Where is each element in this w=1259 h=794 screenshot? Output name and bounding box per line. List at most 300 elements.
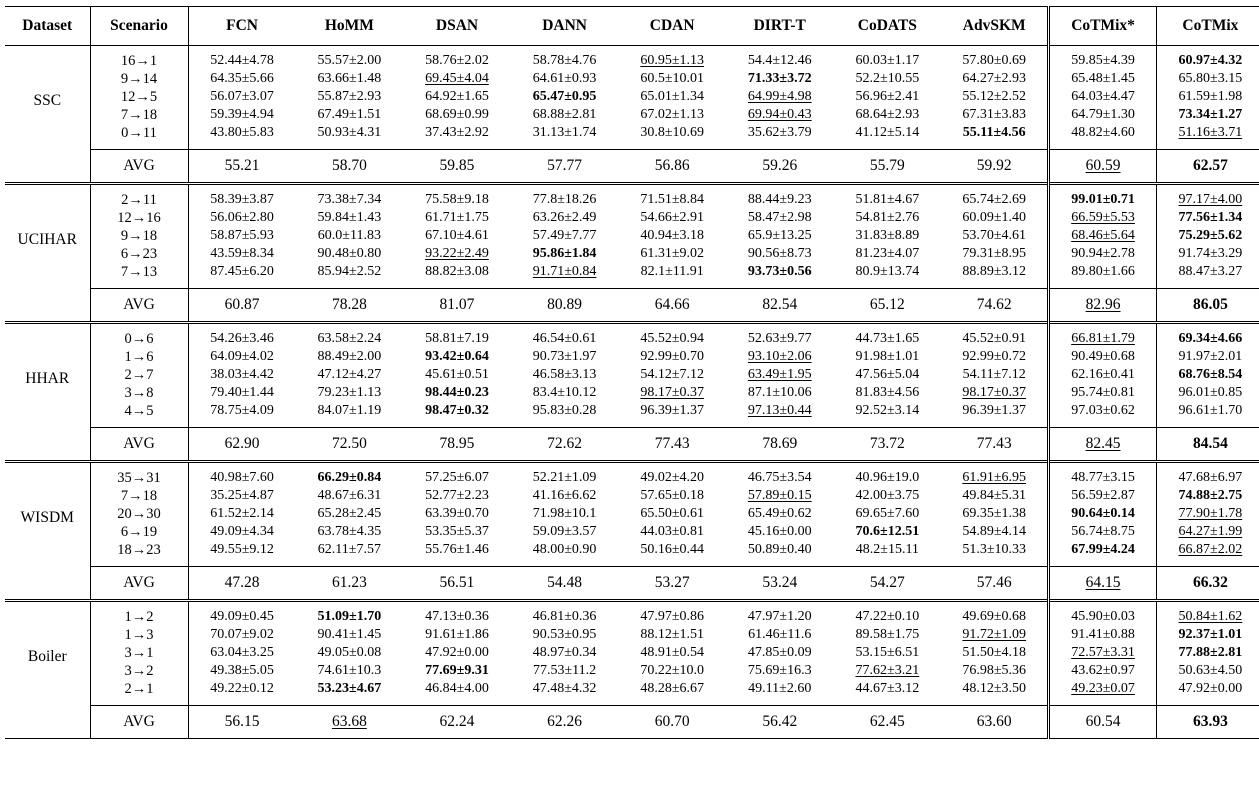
result-cell: 70.22±10.0 — [640, 663, 705, 678]
scenario-cell: 2→11 — [90, 184, 188, 210]
result-cell: 63.26±2.49 — [532, 210, 597, 225]
avg-cell: 59.26 — [726, 150, 834, 184]
avg-cell: 77.43 — [941, 428, 1049, 462]
avg-cell: 60.87 — [188, 289, 296, 323]
dataset-group — [5, 184, 1259, 323]
result-cell: 77.8±18.26 — [532, 192, 597, 207]
result-cell: 63.04±3.25 — [188, 644, 296, 662]
result-cell: 64.03±4.47 — [1049, 88, 1157, 106]
result-cell: 59.09±3.57 — [532, 524, 597, 539]
table-row — [5, 263, 1259, 289]
result-cell: 44.73±1.65 — [855, 331, 920, 346]
result-cell: 83.4±10.12 — [532, 385, 597, 400]
result-cell: 88.82±3.08 — [425, 264, 489, 279]
avg-cell: 60.70 — [618, 706, 726, 739]
table-row — [5, 245, 1259, 263]
result-cell: 43.59±8.34 — [188, 245, 296, 263]
result-cell: 95.86±1.84 — [532, 246, 597, 261]
result-cell: 61.71±1.75 — [425, 210, 489, 225]
result-cell: 95.83±0.28 — [532, 403, 597, 418]
result-cell: 58.78±4.76 — [532, 53, 597, 68]
scenario-cell: 0→6 — [90, 323, 188, 349]
result-cell: 58.39±3.87 — [188, 184, 296, 210]
avg-cell: 78.69 — [726, 428, 834, 462]
result-cell: 49.22±0.12 — [188, 680, 296, 706]
result-cell: 43.80±5.83 — [188, 124, 296, 150]
scenario-cell: 35→31 — [90, 462, 188, 488]
result-cell: 87.45±6.20 — [188, 263, 296, 289]
avg-cell: 56.15 — [188, 706, 296, 739]
table-row — [5, 227, 1259, 245]
result-cell: 44.03±0.81 — [640, 524, 705, 539]
result-cell: 48.2±15.11 — [855, 542, 919, 557]
avg-cell: 78.28 — [296, 289, 404, 323]
scenario-cell: 7→18 — [90, 487, 188, 505]
result-cell: 49.09±0.45 — [188, 601, 296, 627]
result-cell: 79.40±1.44 — [188, 384, 296, 402]
result-cell: 55.12±2.52 — [962, 89, 1027, 104]
result-cell: 66.87±2.02 — [1156, 541, 1259, 567]
result-cell: 46.75±3.54 — [747, 470, 812, 485]
header-fcn: FCN — [188, 7, 296, 46]
result-cell: 50.84±1.62 — [1156, 601, 1259, 627]
result-cell: 52.63±9.77 — [747, 331, 812, 346]
avg-label: AVG — [90, 428, 188, 462]
result-cell: 90.49±0.68 — [1049, 348, 1157, 366]
avg-cell: 73.72 — [834, 428, 942, 462]
avg-cell: 62.45 — [834, 706, 942, 739]
avg-cell: 64.15 — [1049, 567, 1157, 601]
result-cell: 47.48±4.32 — [532, 681, 597, 696]
result-cell: 56.74±8.75 — [1049, 523, 1157, 541]
result-cell: 77.69±9.31 — [425, 663, 489, 678]
scenario-cell: 6→19 — [90, 523, 188, 541]
header-cotmix-star: CoTMix* — [1049, 7, 1157, 46]
result-cell: 55.87±2.93 — [317, 89, 382, 104]
avg-row — [5, 706, 1259, 739]
result-cell: 88.49±2.00 — [317, 349, 382, 364]
result-cell: 47.97±0.86 — [640, 609, 705, 624]
result-cell: 75.69±16.3 — [747, 663, 812, 678]
result-cell: 64.35±5.66 — [188, 70, 296, 88]
result-cell: 77.56±1.34 — [1156, 209, 1259, 227]
table-row — [5, 644, 1259, 662]
result-cell: 50.63±4.50 — [1156, 662, 1259, 680]
result-cell: 80.9±13.74 — [855, 264, 920, 279]
result-cell: 77.90±1.78 — [1156, 505, 1259, 523]
result-cell: 90.53±0.95 — [532, 627, 597, 642]
result-cell: 38.03±4.42 — [188, 366, 296, 384]
result-cell: 64.27±1.99 — [1156, 523, 1259, 541]
avg-cell: 54.27 — [834, 567, 942, 601]
result-cell: 90.48±0.80 — [317, 246, 382, 261]
result-cell: 91.97±2.01 — [1156, 348, 1259, 366]
scenario-cell: 3→2 — [90, 662, 188, 680]
result-cell: 52.77±2.23 — [425, 488, 489, 503]
dataset-name: SSC — [33, 91, 62, 109]
result-cell: 59.39±4.94 — [188, 106, 296, 124]
result-cell: 47.97±1.20 — [747, 609, 812, 624]
avg-cell: 62.57 — [1156, 150, 1259, 184]
result-cell: 73.34±1.27 — [1156, 106, 1259, 124]
result-cell: 66.81±1.79 — [1049, 323, 1157, 349]
result-cell: 90.41±1.45 — [317, 627, 382, 642]
avg-row — [5, 428, 1259, 462]
result-cell: 47.12±4.27 — [317, 367, 382, 382]
scenario-cell: 12→16 — [90, 209, 188, 227]
result-cell: 92.37±1.01 — [1156, 626, 1259, 644]
avg-cell: 59.92 — [941, 150, 1049, 184]
result-cell: 64.92±1.65 — [425, 89, 489, 104]
result-cell: 37.43±2.92 — [425, 125, 489, 140]
table-row — [5, 487, 1259, 505]
result-cell: 30.8±10.69 — [640, 125, 705, 140]
result-cell: 82.1±11.91 — [640, 264, 704, 279]
header-dann: DANN — [511, 7, 619, 46]
avg-cell: 54.48 — [511, 567, 619, 601]
result-cell: 81.83±4.56 — [855, 385, 920, 400]
result-cell: 45.61±0.51 — [425, 367, 489, 382]
result-cell: 68.46±5.64 — [1049, 227, 1157, 245]
result-cell: 45.90±0.03 — [1049, 601, 1157, 627]
result-cell: 51.3±10.33 — [962, 542, 1027, 557]
scenario-cell: 0→11 — [90, 124, 188, 150]
result-cell: 87.1±10.06 — [747, 385, 812, 400]
result-cell: 74.61±10.3 — [317, 663, 382, 678]
avg-cell: 63.60 — [941, 706, 1049, 739]
avg-cell: 82.54 — [726, 289, 834, 323]
result-cell: 69.45±4.04 — [425, 71, 489, 86]
avg-spacer — [5, 150, 90, 184]
table-row — [5, 106, 1259, 124]
result-cell: 97.13±0.44 — [747, 403, 812, 418]
header-cotmix: CoTMix — [1156, 7, 1259, 46]
scenario-cell: 9→18 — [90, 227, 188, 245]
result-cell: 63.58±2.24 — [317, 331, 382, 346]
avg-cell: 60.54 — [1049, 706, 1157, 739]
result-cell: 79.23±1.13 — [317, 385, 382, 400]
result-cell: 60.5±10.01 — [640, 71, 705, 86]
result-cell: 58.81±7.19 — [425, 331, 489, 346]
result-cell: 49.09±4.34 — [188, 523, 296, 541]
result-cell: 58.87±5.93 — [188, 227, 296, 245]
result-cell: 61.46±11.6 — [748, 627, 812, 642]
result-cell: 54.4±12.46 — [747, 53, 812, 68]
result-cell: 49.11±2.60 — [748, 681, 812, 696]
result-cell: 53.70±4.61 — [962, 228, 1027, 243]
dataset-group — [5, 601, 1259, 739]
result-cell: 68.64±2.93 — [855, 107, 920, 122]
result-cell: 90.56±8.73 — [747, 246, 812, 261]
dataset-group — [5, 46, 1259, 184]
result-cell: 64.99±4.98 — [747, 89, 812, 104]
result-cell: 67.02±1.13 — [640, 107, 705, 122]
avg-spacer — [5, 706, 90, 739]
result-cell: 42.00±3.75 — [855, 488, 920, 503]
result-cell: 53.15±6.51 — [855, 645, 920, 660]
result-cell: 47.13±0.36 — [425, 609, 489, 624]
result-cell: 67.99±4.24 — [1049, 541, 1157, 567]
avg-cell: 63.93 — [1156, 706, 1259, 739]
avg-cell: 57.46 — [941, 567, 1049, 601]
header-codats: CoDATS — [834, 7, 942, 46]
result-cell: 54.12±7.12 — [640, 367, 705, 382]
scenario-cell: 2→7 — [90, 366, 188, 384]
table-row — [5, 46, 1259, 71]
result-cell: 93.42±0.64 — [425, 349, 489, 364]
results-table — [5, 6, 1259, 739]
result-cell: 92.99±0.72 — [962, 349, 1027, 364]
result-cell: 66.59±5.53 — [1049, 209, 1157, 227]
result-cell: 93.10±2.06 — [747, 349, 812, 364]
scenario-cell: 9→14 — [90, 70, 188, 88]
result-cell: 67.49±1.51 — [317, 107, 382, 122]
result-cell: 48.97±0.34 — [532, 645, 597, 660]
result-cell: 68.88±2.81 — [532, 107, 597, 122]
result-cell: 65.74±2.69 — [962, 192, 1027, 207]
result-cell: 88.44±9.23 — [747, 192, 812, 207]
result-cell: 66.29±0.84 — [317, 470, 382, 485]
result-cell: 92.99±0.70 — [640, 349, 705, 364]
avg-spacer — [5, 567, 90, 601]
result-cell: 72.57±3.31 — [1049, 644, 1157, 662]
avg-cell: 63.68 — [296, 706, 404, 739]
header-advskm: AdvSKM — [941, 7, 1049, 46]
result-cell: 77.53±11.2 — [532, 663, 597, 678]
result-cell: 95.74±0.81 — [1049, 384, 1157, 402]
result-cell: 48.77±3.15 — [1049, 462, 1157, 488]
dataset-group — [5, 462, 1259, 601]
result-cell: 67.10±4.61 — [425, 228, 489, 243]
result-cell: 60.09±1.40 — [962, 210, 1027, 225]
result-cell: 85.94±2.52 — [317, 264, 382, 279]
result-cell: 40.98±7.60 — [188, 462, 296, 488]
result-cell: 57.25±6.07 — [425, 470, 489, 485]
header-row — [5, 7, 1259, 46]
scenario-cell: 12→5 — [90, 88, 188, 106]
table-row — [5, 323, 1259, 349]
avg-cell: 61.23 — [296, 567, 404, 601]
result-cell: 54.26±3.46 — [188, 323, 296, 349]
avg-cell: 80.89 — [511, 289, 619, 323]
result-cell: 64.61±0.93 — [532, 71, 597, 86]
result-cell: 69.65±7.60 — [855, 506, 920, 521]
result-cell: 49.55±9.12 — [188, 541, 296, 567]
result-cell: 77.62±3.21 — [855, 663, 920, 678]
result-cell: 61.52±2.14 — [188, 505, 296, 523]
table-row — [5, 124, 1259, 150]
result-cell: 40.96±19.0 — [855, 470, 920, 485]
scenario-cell: 2→1 — [90, 680, 188, 706]
result-cell: 47.92±0.00 — [425, 645, 489, 660]
result-cell: 79.31±8.95 — [962, 246, 1027, 261]
avg-cell: 65.12 — [834, 289, 942, 323]
result-cell: 59.85±4.39 — [1049, 46, 1157, 71]
dataset-name: HHAR — [25, 369, 70, 387]
result-cell: 63.78±4.35 — [317, 524, 382, 539]
avg-cell: 78.95 — [403, 428, 511, 462]
table-row — [5, 626, 1259, 644]
result-cell: 48.91±0.54 — [640, 645, 705, 660]
result-cell: 48.82±4.60 — [1049, 124, 1157, 150]
result-cell: 61.31±9.02 — [640, 246, 705, 261]
result-cell: 96.61±1.70 — [1156, 402, 1259, 428]
avg-label: AVG — [90, 150, 188, 184]
result-cell: 63.49±1.95 — [747, 367, 812, 382]
avg-cell: 59.85 — [403, 150, 511, 184]
result-cell: 70.07±9.02 — [188, 626, 296, 644]
result-cell: 75.29±5.62 — [1156, 227, 1259, 245]
result-cell: 41.12±5.14 — [855, 125, 920, 140]
result-cell: 81.23±4.07 — [855, 246, 920, 261]
avg-cell: 53.24 — [726, 567, 834, 601]
result-cell: 46.81±0.36 — [532, 609, 597, 624]
table-row — [5, 523, 1259, 541]
result-cell: 40.94±3.18 — [640, 228, 705, 243]
header-cdan: CDAN — [618, 7, 726, 46]
result-cell: 65.50±0.61 — [640, 506, 705, 521]
result-cell: 53.35±5.37 — [425, 524, 489, 539]
result-cell: 96.39±1.37 — [962, 403, 1027, 418]
result-cell: 51.09±1.70 — [317, 609, 382, 624]
result-cell: 55.76±1.46 — [425, 542, 489, 557]
avg-row — [5, 150, 1259, 184]
result-cell: 54.11±7.12 — [962, 367, 1026, 382]
result-cell: 56.59±2.87 — [1049, 487, 1157, 505]
result-cell: 50.89±0.40 — [747, 542, 812, 557]
result-cell: 57.49±7.77 — [532, 228, 597, 243]
result-cell: 98.47±0.32 — [425, 403, 489, 418]
avg-label: AVG — [90, 706, 188, 739]
table-row — [5, 384, 1259, 402]
scenario-cell: 18→23 — [90, 541, 188, 567]
avg-spacer — [5, 428, 90, 462]
result-cell: 47.92±0.00 — [1156, 680, 1259, 706]
result-cell: 55.57±2.00 — [317, 53, 382, 68]
result-cell: 65.80±3.15 — [1156, 70, 1259, 88]
results-table-container — [5, 6, 1255, 739]
result-cell: 57.89±0.15 — [747, 488, 812, 503]
result-cell: 65.28±2.45 — [317, 506, 382, 521]
table-row — [5, 366, 1259, 384]
scenario-cell: 3→1 — [90, 644, 188, 662]
header-dsan: DSAN — [403, 7, 511, 46]
scenario-cell: 20→30 — [90, 505, 188, 523]
result-cell: 51.16±3.71 — [1156, 124, 1259, 150]
result-cell: 41.16±6.62 — [532, 488, 597, 503]
result-cell: 90.73±1.97 — [532, 349, 597, 364]
result-cell: 64.09±4.02 — [188, 348, 296, 366]
result-cell: 74.88±2.75 — [1156, 487, 1259, 505]
result-cell: 58.47±2.98 — [747, 210, 812, 225]
result-cell: 88.12±1.51 — [640, 627, 705, 642]
result-cell: 50.16±0.44 — [640, 542, 705, 557]
result-cell: 48.67±6.31 — [317, 488, 382, 503]
result-cell: 57.65±0.18 — [640, 488, 705, 503]
result-cell: 69.34±4.66 — [1156, 323, 1259, 349]
result-cell: 69.94±0.43 — [747, 107, 812, 122]
result-cell: 98.17±0.37 — [640, 385, 705, 400]
result-cell: 65.01±1.34 — [640, 89, 705, 104]
table-row — [5, 541, 1259, 567]
result-cell: 62.16±0.41 — [1049, 366, 1157, 384]
result-cell: 57.80±0.69 — [962, 53, 1027, 68]
result-cell: 43.62±0.97 — [1049, 662, 1157, 680]
result-cell: 68.76±8.54 — [1156, 366, 1259, 384]
result-cell: 52.2±10.55 — [855, 71, 920, 86]
avg-cell: 72.50 — [296, 428, 404, 462]
result-cell: 48.12±3.50 — [962, 681, 1027, 696]
avg-cell: 56.86 — [618, 150, 726, 184]
result-cell: 45.52±0.94 — [640, 331, 705, 346]
result-cell: 49.38±5.05 — [188, 662, 296, 680]
result-cell: 88.89±3.12 — [962, 264, 1027, 279]
scenario-cell: 4→5 — [90, 402, 188, 428]
result-cell: 52.21±1.09 — [532, 470, 597, 485]
result-cell: 65.47±0.95 — [532, 89, 597, 104]
avg-cell: 74.62 — [941, 289, 1049, 323]
result-cell: 90.94±2.78 — [1049, 245, 1157, 263]
result-cell: 75.58±9.18 — [425, 192, 489, 207]
result-cell: 52.44±4.78 — [188, 46, 296, 71]
result-cell: 89.80±1.66 — [1049, 263, 1157, 289]
dataset-name: UCIHAR — [17, 230, 77, 248]
scenario-cell: 3→8 — [90, 384, 188, 402]
scenario-cell: 6→23 — [90, 245, 188, 263]
avg-cell: 77.43 — [618, 428, 726, 462]
scenario-cell: 7→18 — [90, 106, 188, 124]
avg-cell: 62.24 — [403, 706, 511, 739]
result-cell: 54.89±4.14 — [962, 524, 1027, 539]
result-cell: 47.56±5.04 — [855, 367, 920, 382]
result-cell: 91.74±3.29 — [1156, 245, 1259, 263]
result-cell: 56.07±3.07 — [188, 88, 296, 106]
result-cell: 71.98±10.1 — [532, 506, 597, 521]
result-cell: 59.84±1.43 — [317, 210, 382, 225]
table-header — [5, 7, 1259, 46]
result-cell: 46.58±3.13 — [532, 367, 597, 382]
result-cell: 56.06±2.80 — [188, 209, 296, 227]
result-cell: 56.96±2.41 — [855, 89, 920, 104]
result-cell: 89.58±1.75 — [855, 627, 920, 642]
result-cell: 47.68±6.97 — [1156, 462, 1259, 488]
scenario-cell: 1→3 — [90, 626, 188, 644]
avg-cell: 55.79 — [834, 150, 942, 184]
result-cell: 91.41±0.88 — [1049, 626, 1157, 644]
result-cell: 91.98±1.01 — [855, 349, 920, 364]
result-cell: 60.03±1.17 — [855, 53, 920, 68]
result-cell: 49.69±0.68 — [962, 609, 1027, 624]
table-row — [5, 462, 1259, 488]
avg-cell: 82.45 — [1049, 428, 1157, 462]
avg-label: AVG — [90, 567, 188, 601]
table-row — [5, 680, 1259, 706]
table-row — [5, 402, 1259, 428]
result-cell: 92.52±3.14 — [855, 403, 920, 418]
header-dataset: Dataset — [5, 7, 90, 46]
avg-cell: 82.96 — [1049, 289, 1157, 323]
scenario-cell: 1→6 — [90, 348, 188, 366]
result-cell: 51.50±4.18 — [962, 645, 1027, 660]
result-cell: 69.35±1.38 — [962, 506, 1027, 521]
result-cell: 31.83±8.89 — [855, 228, 920, 243]
result-cell: 91.71±0.84 — [532, 264, 597, 279]
result-cell: 49.84±5.31 — [962, 488, 1027, 503]
dataset-group — [5, 323, 1259, 462]
result-cell: 73.38±7.34 — [317, 192, 382, 207]
avg-label: AVG — [90, 289, 188, 323]
result-cell: 60.0±11.83 — [317, 228, 381, 243]
